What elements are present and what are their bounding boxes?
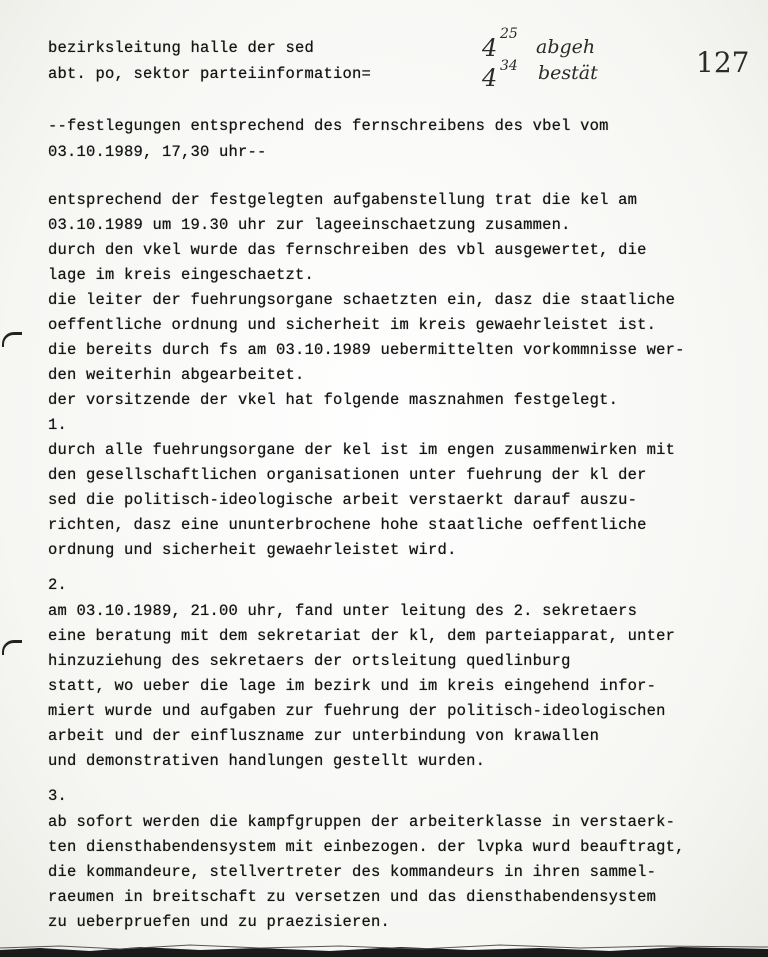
body-line: eine beratung mit dem sekretariat der kl, dem parteiapparat, unter bbox=[48, 627, 676, 645]
body-line: die bereits durch fs am 03.10.1989 uebermittelten vorkommnisse wer- bbox=[48, 341, 685, 359]
body-line: durch alle fuehrungsorgane der kel ist im engen zusammenwirken mit bbox=[48, 441, 676, 459]
body-line: und demonstrativen handlungen gestellt wurden. bbox=[48, 752, 486, 770]
header-line-2: abt. po, sektor parteiinformation= bbox=[48, 65, 372, 83]
body-line: der vorsitzende der vkel hat folgende masznahmen festgelegt. bbox=[48, 391, 619, 409]
body-line: durch den vkel wurde das fernschreiben des vbl ausgewertet, die bbox=[48, 241, 647, 259]
body-line: arbeit und der einfluszname zur unterbindung von krawallen bbox=[48, 727, 600, 745]
body-line: zu ueberpruefen und zu praezisieren. bbox=[48, 913, 391, 931]
body-line: raeumen in breitschaft zu versetzen und das diensthabendensystem bbox=[48, 888, 657, 906]
subject-line-2: 03.10.1989, 17,30 uhr-- bbox=[48, 143, 267, 161]
handwritten-time-1: 4 bbox=[482, 34, 498, 62]
body-line: hinzuziehung des sekretaers der ortsleitung quedlinburg bbox=[48, 652, 571, 670]
margin-mark bbox=[2, 332, 22, 347]
body-line: miert wurde und aufgaben zur fuehrung der politisch-ideologischen bbox=[48, 702, 666, 720]
body-line: sed die politisch-ideologische arbeit verstaerkt darauf auszu- bbox=[48, 491, 638, 509]
margin-mark bbox=[2, 640, 22, 655]
body-line: ordnung und sicherheit gewaehrleistet wird. bbox=[48, 541, 457, 559]
body-line: statt, wo ueber die lage im bezirk und im kreis eingehend infor- bbox=[48, 677, 657, 695]
handwritten-page-number: 127 bbox=[696, 46, 750, 79]
body-line: die kommandeure, stellvertreter des kommandeurs in ihren sammel- bbox=[48, 863, 657, 881]
handwritten-note-2: bestät bbox=[538, 62, 598, 84]
point-1-number: 1. bbox=[48, 416, 68, 434]
handwritten-time-2-minutes: 34 bbox=[500, 58, 518, 74]
body-line: 03.10.1989 um 19.30 uhr zur lageeinschaetzung zusammen. bbox=[48, 216, 571, 234]
body-line: oeffentliche ordnung und sicherheit im kreis gewaehrleistet ist. bbox=[48, 316, 657, 334]
body-line: den gesellschaftlichen organisationen unter fuehrung der kl der bbox=[48, 466, 647, 484]
torn-bottom-edge bbox=[0, 938, 768, 957]
handwritten-time-1-minutes: 25 bbox=[500, 26, 518, 42]
body-line: lage im kreis eingeschaetzt. bbox=[48, 266, 315, 284]
body-line: die leiter der fuehrungsorgane schaetzten ein, dasz die staatliche bbox=[48, 291, 676, 309]
body-line: ab sofort werden die kampfgruppen der arbeiterklasse in verstaerk- bbox=[48, 813, 676, 831]
header-line-1: bezirksleitung halle der sed bbox=[48, 39, 315, 57]
point-2-number: 2. bbox=[48, 576, 68, 594]
subject-line-1: --festlegungen entsprechend des fernschreibens des vbel vom bbox=[48, 117, 609, 135]
body-line: entsprechend der festgelegten aufgabenstellung trat die kel am bbox=[48, 191, 638, 209]
handwritten-time-2: 4 bbox=[482, 64, 498, 92]
body-line: ten diensthabendensystem mit einbezogen. der lvpka wurd beauftragt, bbox=[48, 838, 685, 856]
point-3-number: 3. bbox=[48, 787, 68, 805]
handwritten-note-1: abgeh bbox=[536, 36, 596, 58]
body-line: richten, dasz eine ununterbrochene hohe staatliche oeffentliche bbox=[48, 516, 647, 534]
body-line: den weiterhin abgearbeitet. bbox=[48, 366, 305, 384]
body-line: am 03.10.1989, 21.00 uhr, fand unter leitung des 2. sekretaers bbox=[48, 602, 638, 620]
